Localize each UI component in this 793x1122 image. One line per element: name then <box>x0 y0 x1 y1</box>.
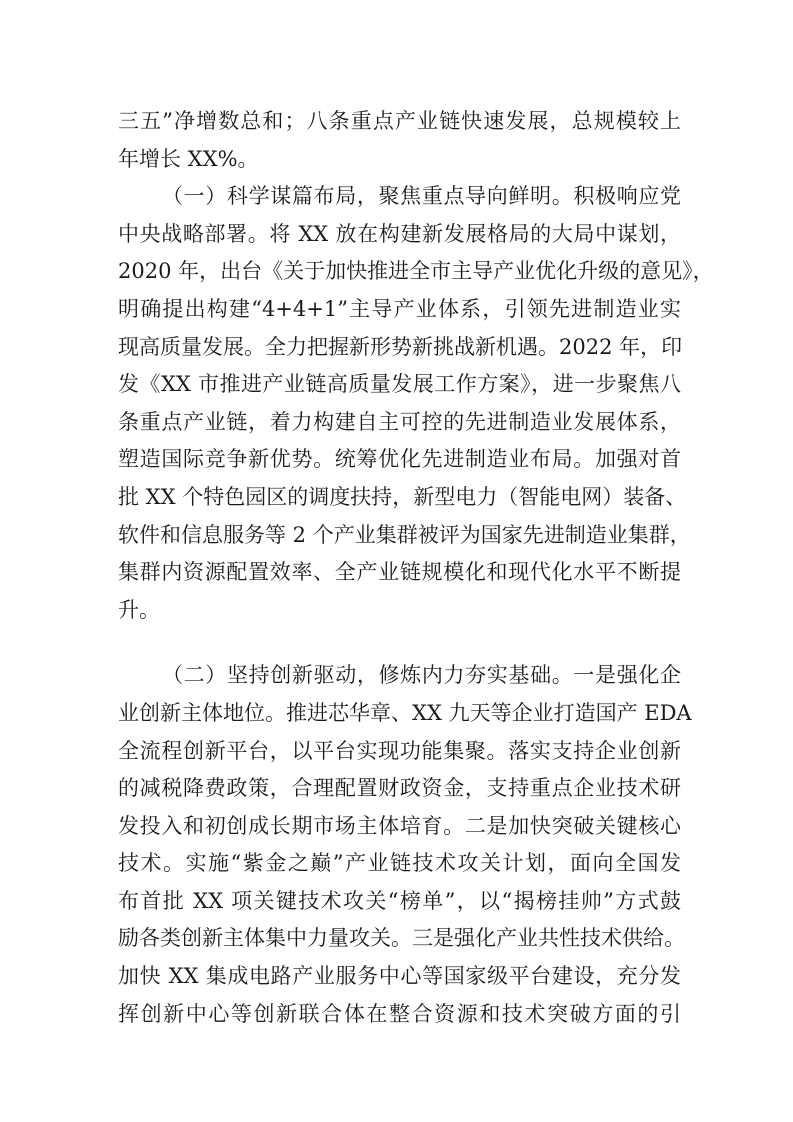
text-line: 批 XX 个特色园区的调度扶持，新型电力（智能电网）装备、 <box>118 484 687 509</box>
text-line: 2020 年，出台《关于加快推进全市主导产业优化升级的意见》， <box>118 259 714 284</box>
document-page <box>118 103 714 1033</box>
text-line: 发投入和初创成长期市场主体培育。二是加快突破关键核心 <box>118 813 681 838</box>
paragraph <box>118 103 681 178</box>
text-line: 条重点产业链，着力构建自主可控的先进制造业发展体系， <box>118 409 681 434</box>
text-line: 发《XX 市推进产业链高质量发展工作方案》，进一步聚焦八 <box>118 372 681 397</box>
text-line: （二）坚持创新驱动，修炼内力夯实基础。一是强化企 <box>162 663 681 688</box>
text-line: 技术。实施“紫金之巅”产业链技术攻关计划，面向全国发 <box>118 851 681 876</box>
text-line: （一）科学谋篇布局，聚焦重点导向鲜明。积极响应党 <box>162 184 681 209</box>
paragraph <box>118 178 714 629</box>
text-line: 中央战略部署。将 XX 放在构建新发展格局的大局中谋划， <box>118 221 681 246</box>
text-line: 挥创新中心等创新联合体在整合资源和技术突破方面的引 <box>118 1001 681 1026</box>
text-line: 的减税降费政策，合理配置财政资金，支持重点企业技术研 <box>118 776 681 801</box>
text-line: 业创新主体地位。推进芯华章、XX 九天等企业打造国产 EDA <box>118 700 692 725</box>
paragraph <box>118 657 692 1033</box>
text-line: 布首批 XX 项关键技术攻关“榜单”，以“揭榜挂帅”方式鼓 <box>118 888 681 913</box>
text-line: 软件和信息服务等 2 个产业集群被评为国家先进制造业集群， <box>118 522 691 547</box>
text-line: 升。 <box>118 597 160 622</box>
text-line: 集群内资源配置效率、全产业链规模化和现代化水平不断提 <box>118 560 681 585</box>
text-line: 全流程创新平台，以平台实现功能集聚。落实支持企业创新 <box>118 738 681 763</box>
paragraph-gap <box>118 629 681 657</box>
text-line: 年增长 XX%。 <box>118 146 259 171</box>
text-line: 励各类创新主体集中力量攻关。三是强化产业共性技术供给。 <box>118 926 685 951</box>
text-line: 现高质量发展。全力把握新形势新挑战新机遇。2022 年，印 <box>118 334 683 359</box>
text-line: 加快 XX 集成电路产业服务中心等国家级平台建设，充分发 <box>118 964 681 989</box>
text-line: 塑造国际竞争新优势。统筹优化先进制造业布局。加强对首 <box>118 447 681 472</box>
text-line: 明确提出构建“4+4+1”主导产业体系，引领先进制造业实 <box>118 296 681 321</box>
text-line: 三五”净增数总和；八条重点产业链快速发展，总规模较上 <box>118 109 681 133</box>
